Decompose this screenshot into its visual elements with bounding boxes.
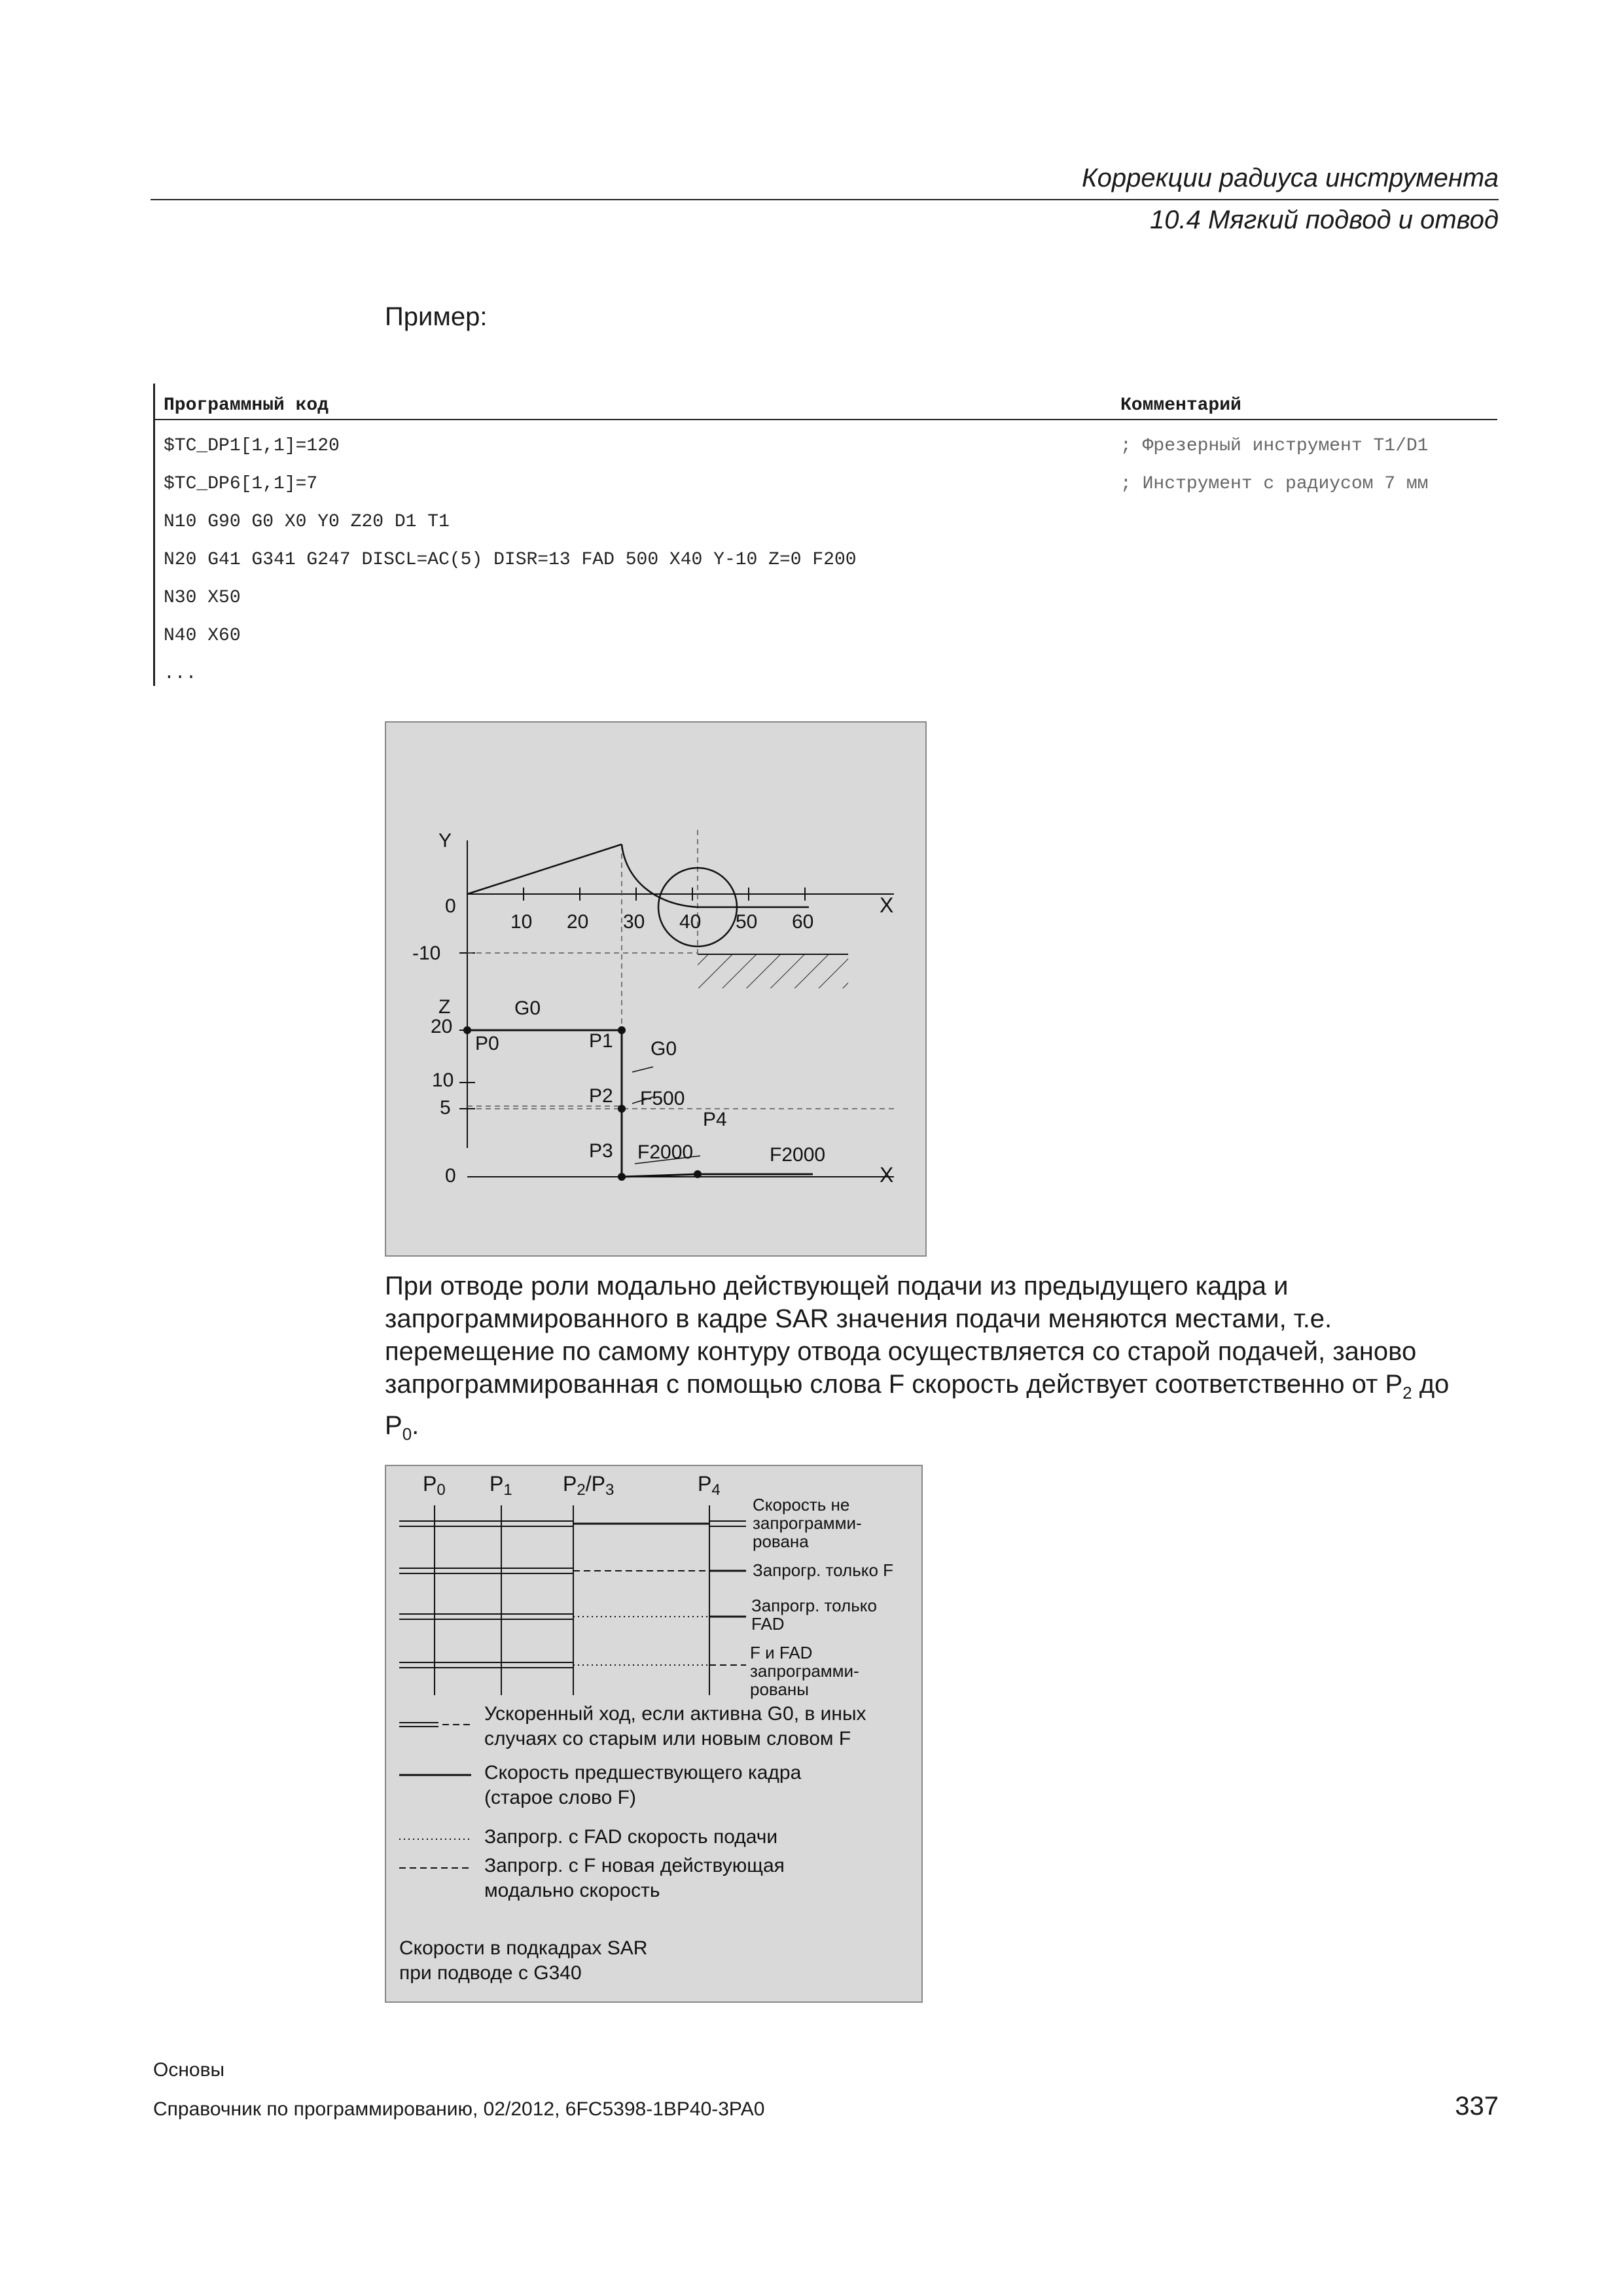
code-column-header: Программный код bbox=[164, 395, 329, 416]
row-label: запрограмми- bbox=[753, 1513, 862, 1533]
subscript: 0 bbox=[402, 1424, 412, 1444]
x-tick-label: 40 bbox=[679, 911, 702, 933]
code-comment: ; Инструмент с радиусом 7 мм bbox=[1120, 474, 1429, 494]
section-title: 10.4 Мягкий подвод и отвод bbox=[1150, 206, 1499, 234]
p4-label: P4 bbox=[703, 1109, 727, 1130]
soft-approach-arc bbox=[622, 844, 809, 907]
p0-label: P0 bbox=[475, 1033, 499, 1054]
feed-rates-figure bbox=[385, 1465, 923, 2003]
figure-caption: при подводе с G340 bbox=[399, 1962, 582, 1984]
col-p2-p3: P2/P3 bbox=[563, 1472, 615, 1499]
point-p2-marker bbox=[618, 1105, 626, 1113]
z-tick-label: 5 bbox=[440, 1097, 451, 1119]
x-tick-label: 60 bbox=[792, 911, 814, 933]
z-tick-label: 20 bbox=[431, 1016, 453, 1037]
z-tick-label: 0 bbox=[445, 1165, 456, 1187]
paragraph-text: запрограммированная с помощью слова F скорость действует соответственно от P bbox=[385, 1370, 1403, 1399]
z-tick-label: 10 bbox=[432, 1069, 454, 1091]
code-line: $TC_DP6[1,1]=7 bbox=[164, 474, 318, 494]
y-origin-label: 0 bbox=[445, 895, 456, 917]
code-line: N20 G41 G341 G247 DISCL=AC(5) DISR=13 FAD 500 X40 Y-10 Z=0 F200 bbox=[164, 550, 857, 570]
p2-label: P2 bbox=[589, 1085, 613, 1107]
paragraph-line: запрограммированного в кадре SAR значения подачи меняются местами, т.е. bbox=[385, 1304, 1332, 1333]
page-number: 337 bbox=[1455, 2092, 1499, 2121]
paragraph-line bbox=[385, 1368, 1510, 1409]
paragraph-line: перемещение по самому контуру отвода осуществляется со старой подачей, заново bbox=[385, 1337, 1417, 1366]
footer-title: Основы bbox=[153, 2059, 225, 2081]
point-p4-marker bbox=[694, 1170, 702, 1178]
row-label: F и FAD bbox=[750, 1643, 813, 1662]
z-axis-label: Z bbox=[438, 996, 451, 1018]
point-p3-marker bbox=[618, 1173, 626, 1181]
point-p0-marker bbox=[463, 1026, 471, 1034]
x-tick-label: 30 bbox=[623, 911, 645, 933]
paragraph-text: P bbox=[385, 1411, 402, 1440]
code-line: N10 G90 G0 X0 Y0 Z20 D1 T1 bbox=[164, 512, 450, 532]
f2000-label-a: F2000 bbox=[637, 1141, 694, 1163]
legend-text: Запрогр. с FAD скорость подачи bbox=[484, 1826, 778, 1848]
legend-text: Ускоренный ход, если активна G0, в иных bbox=[484, 1703, 866, 1725]
legend-text: случаях со старым или новым словом F bbox=[484, 1728, 851, 1749]
col-p0: P0 bbox=[423, 1472, 446, 1499]
paragraph-line: При отводе роли модально действующей подачи из предыдущего кадра и bbox=[385, 1272, 1289, 1300]
paragraph-text: . bbox=[412, 1411, 419, 1440]
f2000-label-b: F2000 bbox=[770, 1144, 826, 1166]
figure-caption: Скорости в подкадрах SAR bbox=[399, 1937, 648, 1959]
code-comment: ; Фрезерный инструмент T1/D1 bbox=[1120, 436, 1429, 456]
workpiece-hatch bbox=[698, 954, 848, 988]
f500-label: F500 bbox=[640, 1088, 685, 1109]
col-p4: P4 bbox=[698, 1472, 721, 1499]
point-p1-marker bbox=[618, 1026, 626, 1034]
paragraph-text: до bbox=[1412, 1370, 1450, 1399]
approach-path-figure bbox=[385, 721, 927, 1257]
footer-manual: Справочник по программированию, 02/2012, 6FC5398-1BP40-3PA0 bbox=[153, 2098, 765, 2120]
header-rule bbox=[151, 199, 1499, 200]
row-label: запрограмми- bbox=[750, 1661, 859, 1681]
code-table-left-rule bbox=[153, 384, 155, 686]
g0-side-label: G0 bbox=[651, 1038, 677, 1060]
approach-path-diagram bbox=[386, 723, 925, 1255]
p3-label: P3 bbox=[589, 1140, 613, 1162]
paragraph-line bbox=[385, 1409, 1510, 1450]
legend-text: (старое слово F) bbox=[484, 1787, 636, 1808]
x-tick-label: 10 bbox=[510, 911, 533, 933]
y-axis-label: Y bbox=[438, 830, 452, 852]
legend-rapid-swatch bbox=[399, 1723, 471, 1727]
legend-text: Запрогр. с F новая действующая bbox=[484, 1855, 785, 1876]
xz-x-axis-label: X bbox=[880, 1163, 894, 1187]
chapter-title: Коррекции радиуса инструмента bbox=[1082, 164, 1499, 192]
code-line: ... bbox=[164, 664, 197, 684]
subscript: 2 bbox=[1402, 1383, 1412, 1403]
column-lines bbox=[435, 1505, 709, 1695]
row-label: рована bbox=[753, 1532, 809, 1551]
feed-rates-diagram bbox=[386, 1466, 921, 2001]
code-table-header-rule bbox=[154, 419, 1497, 420]
comment-column-header: Комментарий bbox=[1120, 395, 1241, 416]
row-label: FAD bbox=[751, 1614, 785, 1634]
row-label: Скорость не bbox=[753, 1495, 850, 1515]
legend-text: Скорость предшествующего кадра bbox=[484, 1762, 802, 1784]
row-label: Запрогр. только bbox=[751, 1596, 877, 1615]
code-line: $TC_DP1[1,1]=120 bbox=[164, 436, 340, 456]
body-paragraph bbox=[385, 1270, 1510, 1450]
code-line: N30 X50 bbox=[164, 588, 241, 608]
row-label: Запрогр. только F bbox=[753, 1560, 894, 1580]
x-tick-label: 20 bbox=[567, 911, 589, 933]
code-line: N40 X60 bbox=[164, 626, 241, 646]
g0-top-label: G0 bbox=[514, 997, 541, 1019]
example-label: Пример: bbox=[385, 302, 488, 331]
y-neg-label: -10 bbox=[412, 942, 441, 964]
row-label: рованы bbox=[750, 1679, 809, 1699]
col-p1: P1 bbox=[490, 1472, 512, 1499]
g0-leader bbox=[632, 1067, 653, 1072]
approach-line-xy bbox=[467, 844, 622, 894]
legend-text: модально скорость bbox=[484, 1880, 660, 1901]
x-axis-label: X bbox=[880, 893, 894, 917]
x-tick-label: 50 bbox=[736, 911, 758, 933]
p1-label: P1 bbox=[589, 1030, 613, 1052]
